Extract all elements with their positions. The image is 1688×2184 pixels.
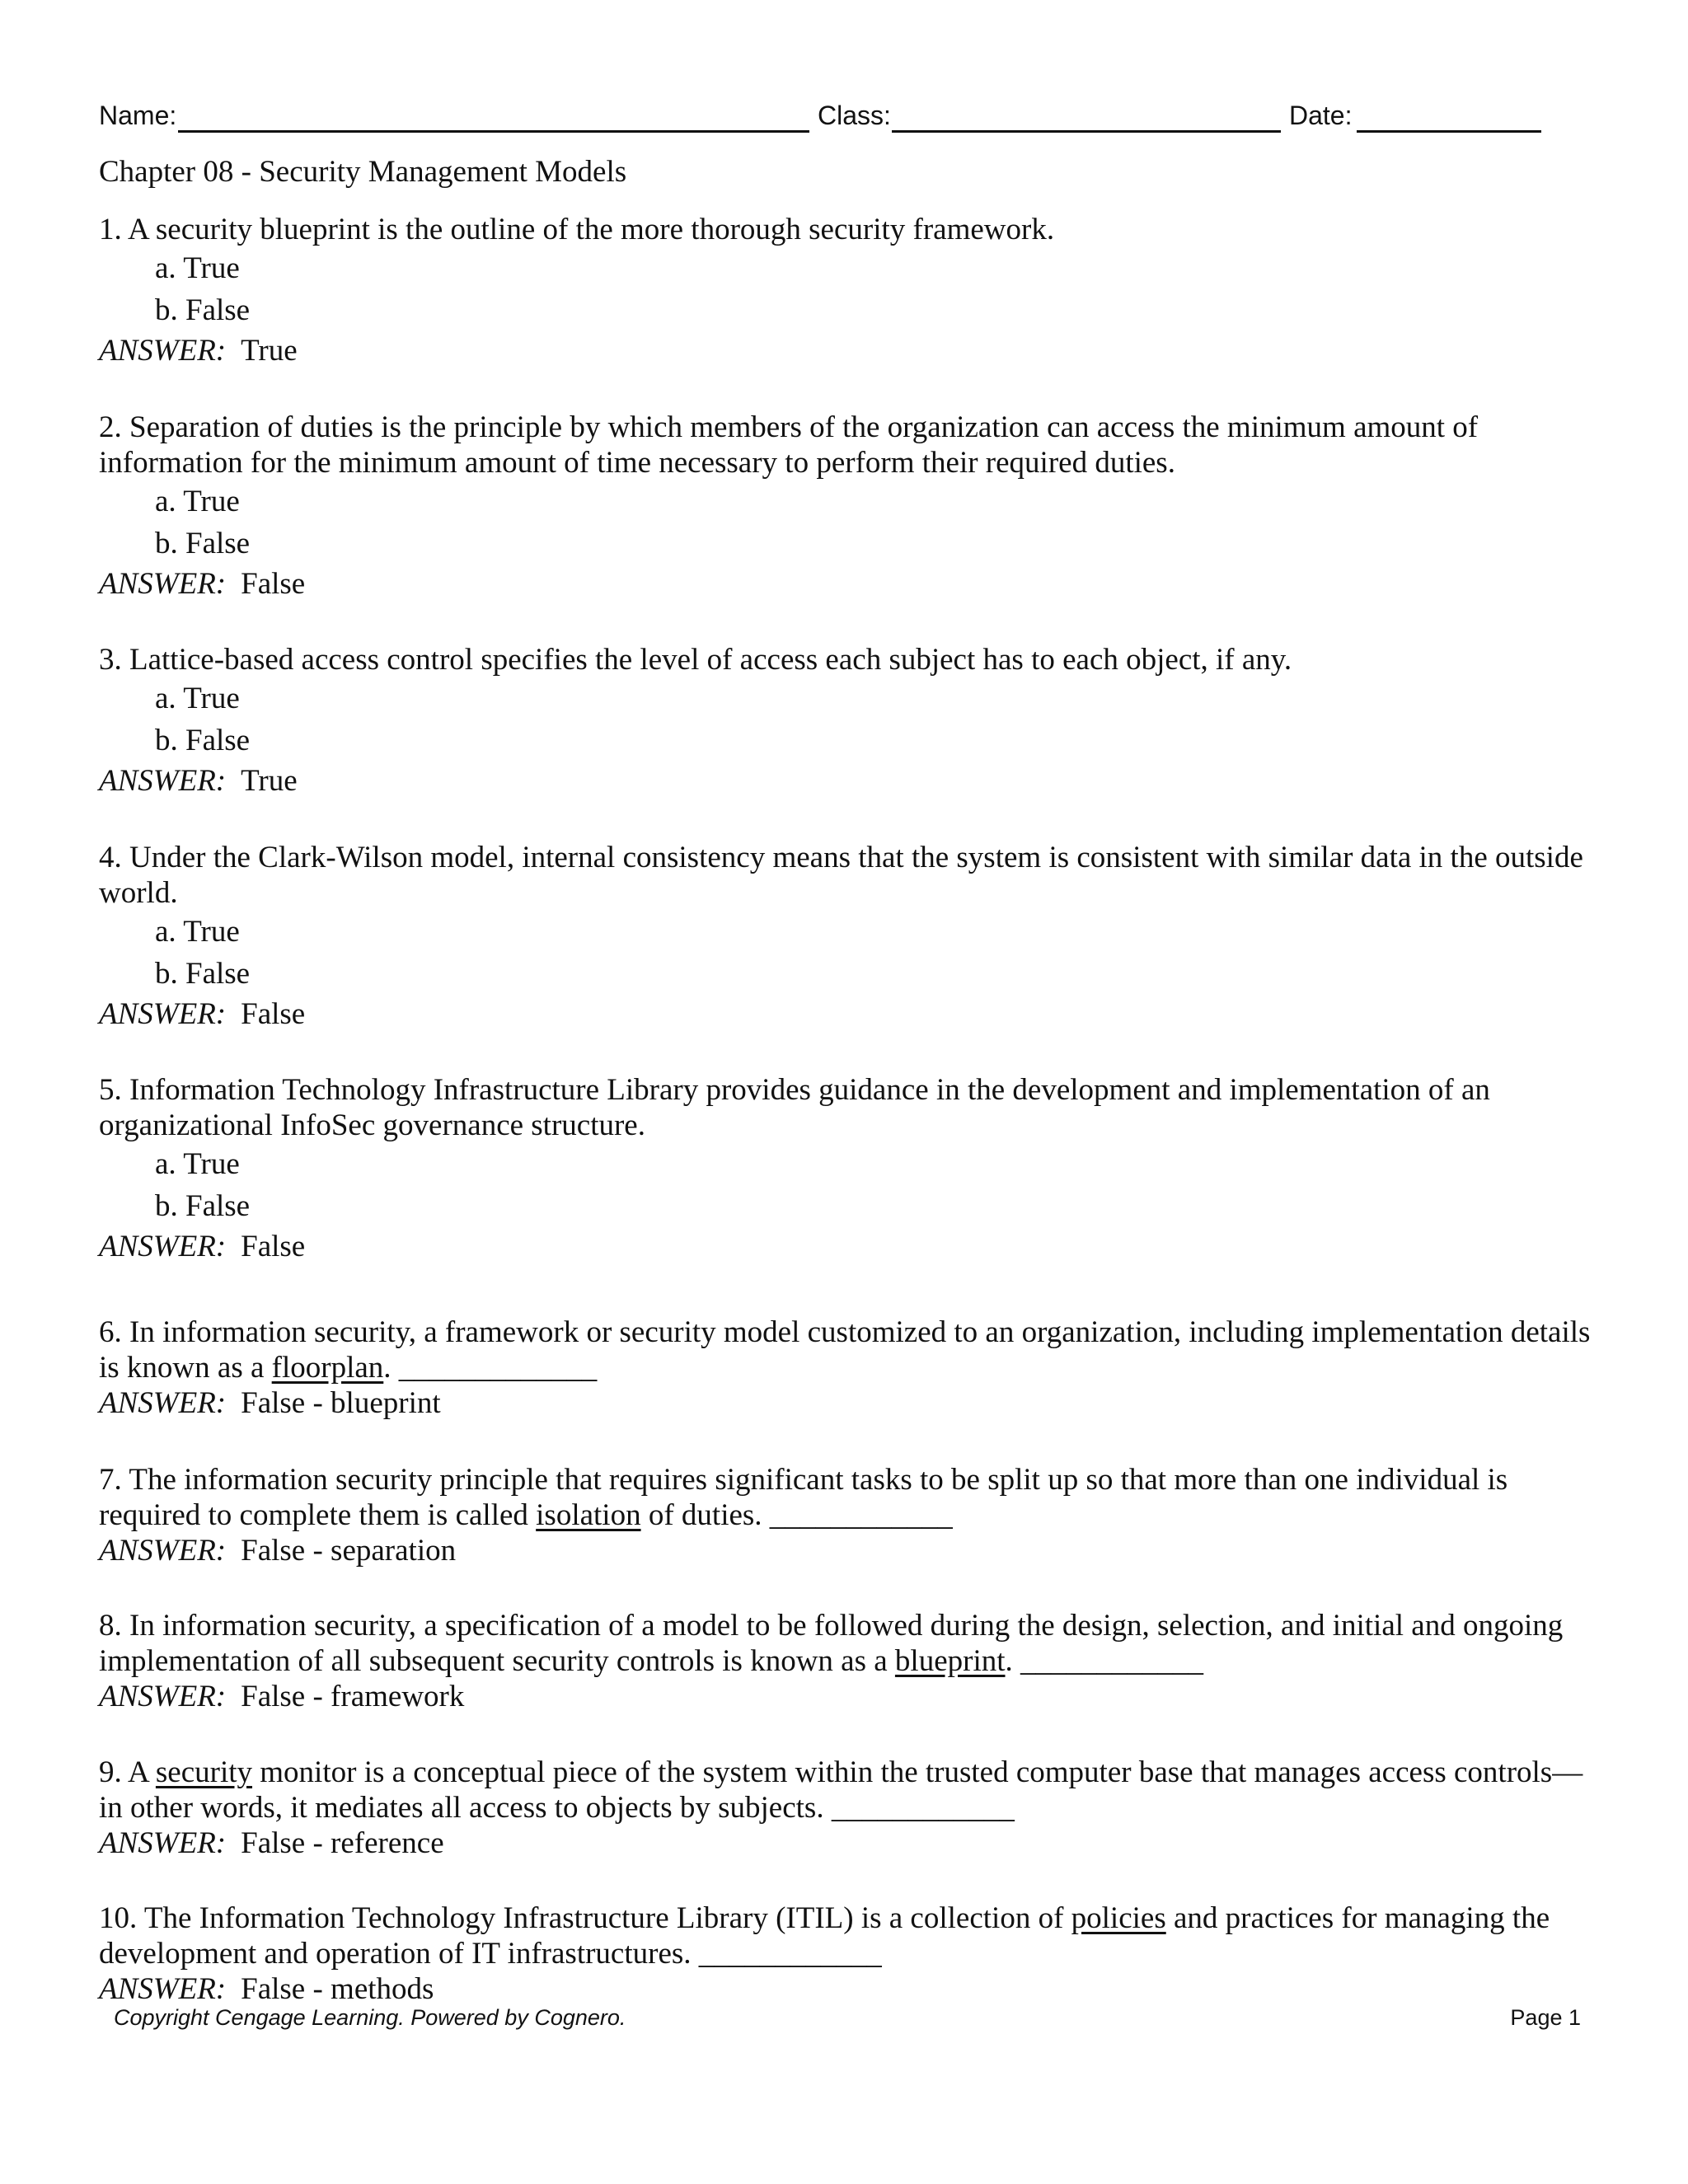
answer-blank: of duties. ____________: [640, 1498, 953, 1532]
question-text: Lattice-based access control specifies the level of access each subject has to each object, if any.: [129, 643, 1292, 677]
question-1: [99, 212, 1574, 371]
question-8: [99, 1608, 1574, 1715]
question-7: [99, 1462, 1574, 1569]
question-5: [99, 1072, 1574, 1267]
answer-blank: . ____________: [1005, 1644, 1204, 1678]
answer-label: ANSWER:: [99, 1534, 227, 1568]
date-label: Date:: [1289, 101, 1353, 130]
answer-value: False - reference: [241, 1826, 444, 1860]
class-field-line: [892, 130, 1281, 133]
option-a: a. True: [155, 682, 240, 715]
answer-label: ANSWER:: [99, 334, 227, 368]
question-3: [99, 642, 1574, 801]
question-text: In information security, a framework or security model customized to an organization, including implementation details: [129, 1315, 1591, 1349]
answer-label: ANSWER:: [99, 567, 227, 601]
date-field-line: [1357, 130, 1541, 133]
question-text: A security blueprint is the outline of the more thorough security framework.: [127, 213, 1055, 246]
question-number: 3.: [99, 643, 122, 677]
option-a: a. True: [155, 1147, 240, 1181]
question-10: [99, 1900, 1574, 2008]
option-b: b. False: [155, 293, 251, 327]
question-6: [99, 1315, 1591, 1422]
name-field-line: [178, 130, 809, 133]
question-text: world.: [99, 876, 178, 910]
question-number: 1.: [99, 213, 122, 246]
answer-label: ANSWER:: [99, 1680, 227, 1713]
question-text: Under the Clark-Wilson model, internal consistency means that the system is consistent with similar data in the outside: [129, 841, 1583, 874]
option-a: a. True: [155, 251, 240, 285]
option-b: b. False: [155, 957, 251, 991]
answer-value: True: [241, 334, 298, 368]
question-text: A: [127, 1755, 156, 1789]
question-text: implementation of all subsequent security controls is known as a: [99, 1644, 895, 1678]
question-number: 9.: [99, 1755, 122, 1789]
question-text: development and operation of IT infrastructures. ____________: [99, 1937, 882, 1971]
question-text: Separation of duties is the principle by which members of the organization can access the minimum amount of: [129, 410, 1479, 444]
chapter-title: Chapter 08 - Security Management Models: [99, 155, 627, 189]
answer-label: ANSWER:: [99, 764, 227, 798]
underlined-term: policies: [1071, 1901, 1166, 1935]
question-text: in other words, it mediates all access to objects by subjects. ____________: [99, 1791, 1015, 1825]
question-text: In information security, a specification of a model to be followed during the design, selection, and initial and ongoing: [129, 1609, 1564, 1643]
question-text: The Information Technology Infrastructure Library (ITIL) is a collection of: [143, 1901, 1071, 1935]
answer-value: False: [241, 997, 306, 1031]
question-text: information for the minimum amount of time necessary to perform their required duties.: [99, 446, 1175, 480]
question-text: Information Technology Infrastructure Library provides guidance in the development and implementation of an: [129, 1073, 1490, 1107]
question-number: 5.: [99, 1073, 122, 1107]
answer-label: ANSWER:: [99, 1230, 227, 1263]
question-text: organizational InfoSec governance structure.: [99, 1108, 645, 1142]
option-b: b. False: [155, 1189, 251, 1223]
question-number: 6.: [99, 1315, 122, 1349]
answer-label: ANSWER:: [99, 1826, 227, 1860]
answer-value: False: [241, 567, 306, 601]
question-9: [99, 1755, 1583, 1862]
header-fields: [99, 96, 1574, 135]
answer-label: ANSWER:: [99, 1386, 227, 1420]
copyright-text: Copyright Cengage Learning. Powered by Cognero.: [114, 2005, 626, 2030]
answer-label: ANSWER:: [99, 1972, 227, 2006]
underlined-term: blueprint: [894, 1644, 1006, 1678]
question-2: [99, 410, 1574, 604]
answer-value: False - separation: [241, 1534, 457, 1568]
answer-value: False - blueprint: [241, 1386, 441, 1420]
answer-value: True: [241, 764, 298, 798]
question-number: 4.: [99, 841, 122, 874]
option-a: a. True: [155, 485, 240, 518]
class-label: Class:: [818, 101, 891, 130]
question-text: monitor is a conceptual piece of the system within the trusted computer base that manages access controls—: [252, 1755, 1583, 1789]
page-number: Page 1: [1510, 2005, 1581, 2030]
question-text: The information security principle that requires significant tasks to be split up so that more than one individual is: [129, 1463, 1508, 1497]
answer-blank: . _____________: [383, 1351, 598, 1385]
answer-value: False: [241, 1230, 306, 1263]
underlined-term: isolation: [536, 1498, 641, 1532]
answer-value: False - methods: [241, 1972, 434, 2006]
question-number: 2.: [99, 410, 122, 444]
question-number: 8.: [99, 1609, 122, 1643]
question-text: and practices for managing the: [1165, 1901, 1550, 1935]
option-a: a. True: [155, 915, 240, 949]
underlined-term: security: [155, 1755, 253, 1789]
question-text: is known as a: [99, 1351, 272, 1385]
question-number: 7.: [99, 1463, 122, 1497]
page-footer: [114, 2001, 1581, 2034]
option-b: b. False: [155, 527, 251, 560]
underlined-term: floorplan: [271, 1351, 384, 1385]
name-label: Name:: [99, 101, 177, 130]
question-4: [99, 840, 1583, 1034]
answer-label: ANSWER:: [99, 997, 227, 1031]
option-b: b. False: [155, 724, 251, 757]
question-text: required to complete them is called: [99, 1498, 537, 1532]
question-number: 10.: [99, 1901, 138, 1935]
answer-value: False - framework: [241, 1680, 465, 1713]
